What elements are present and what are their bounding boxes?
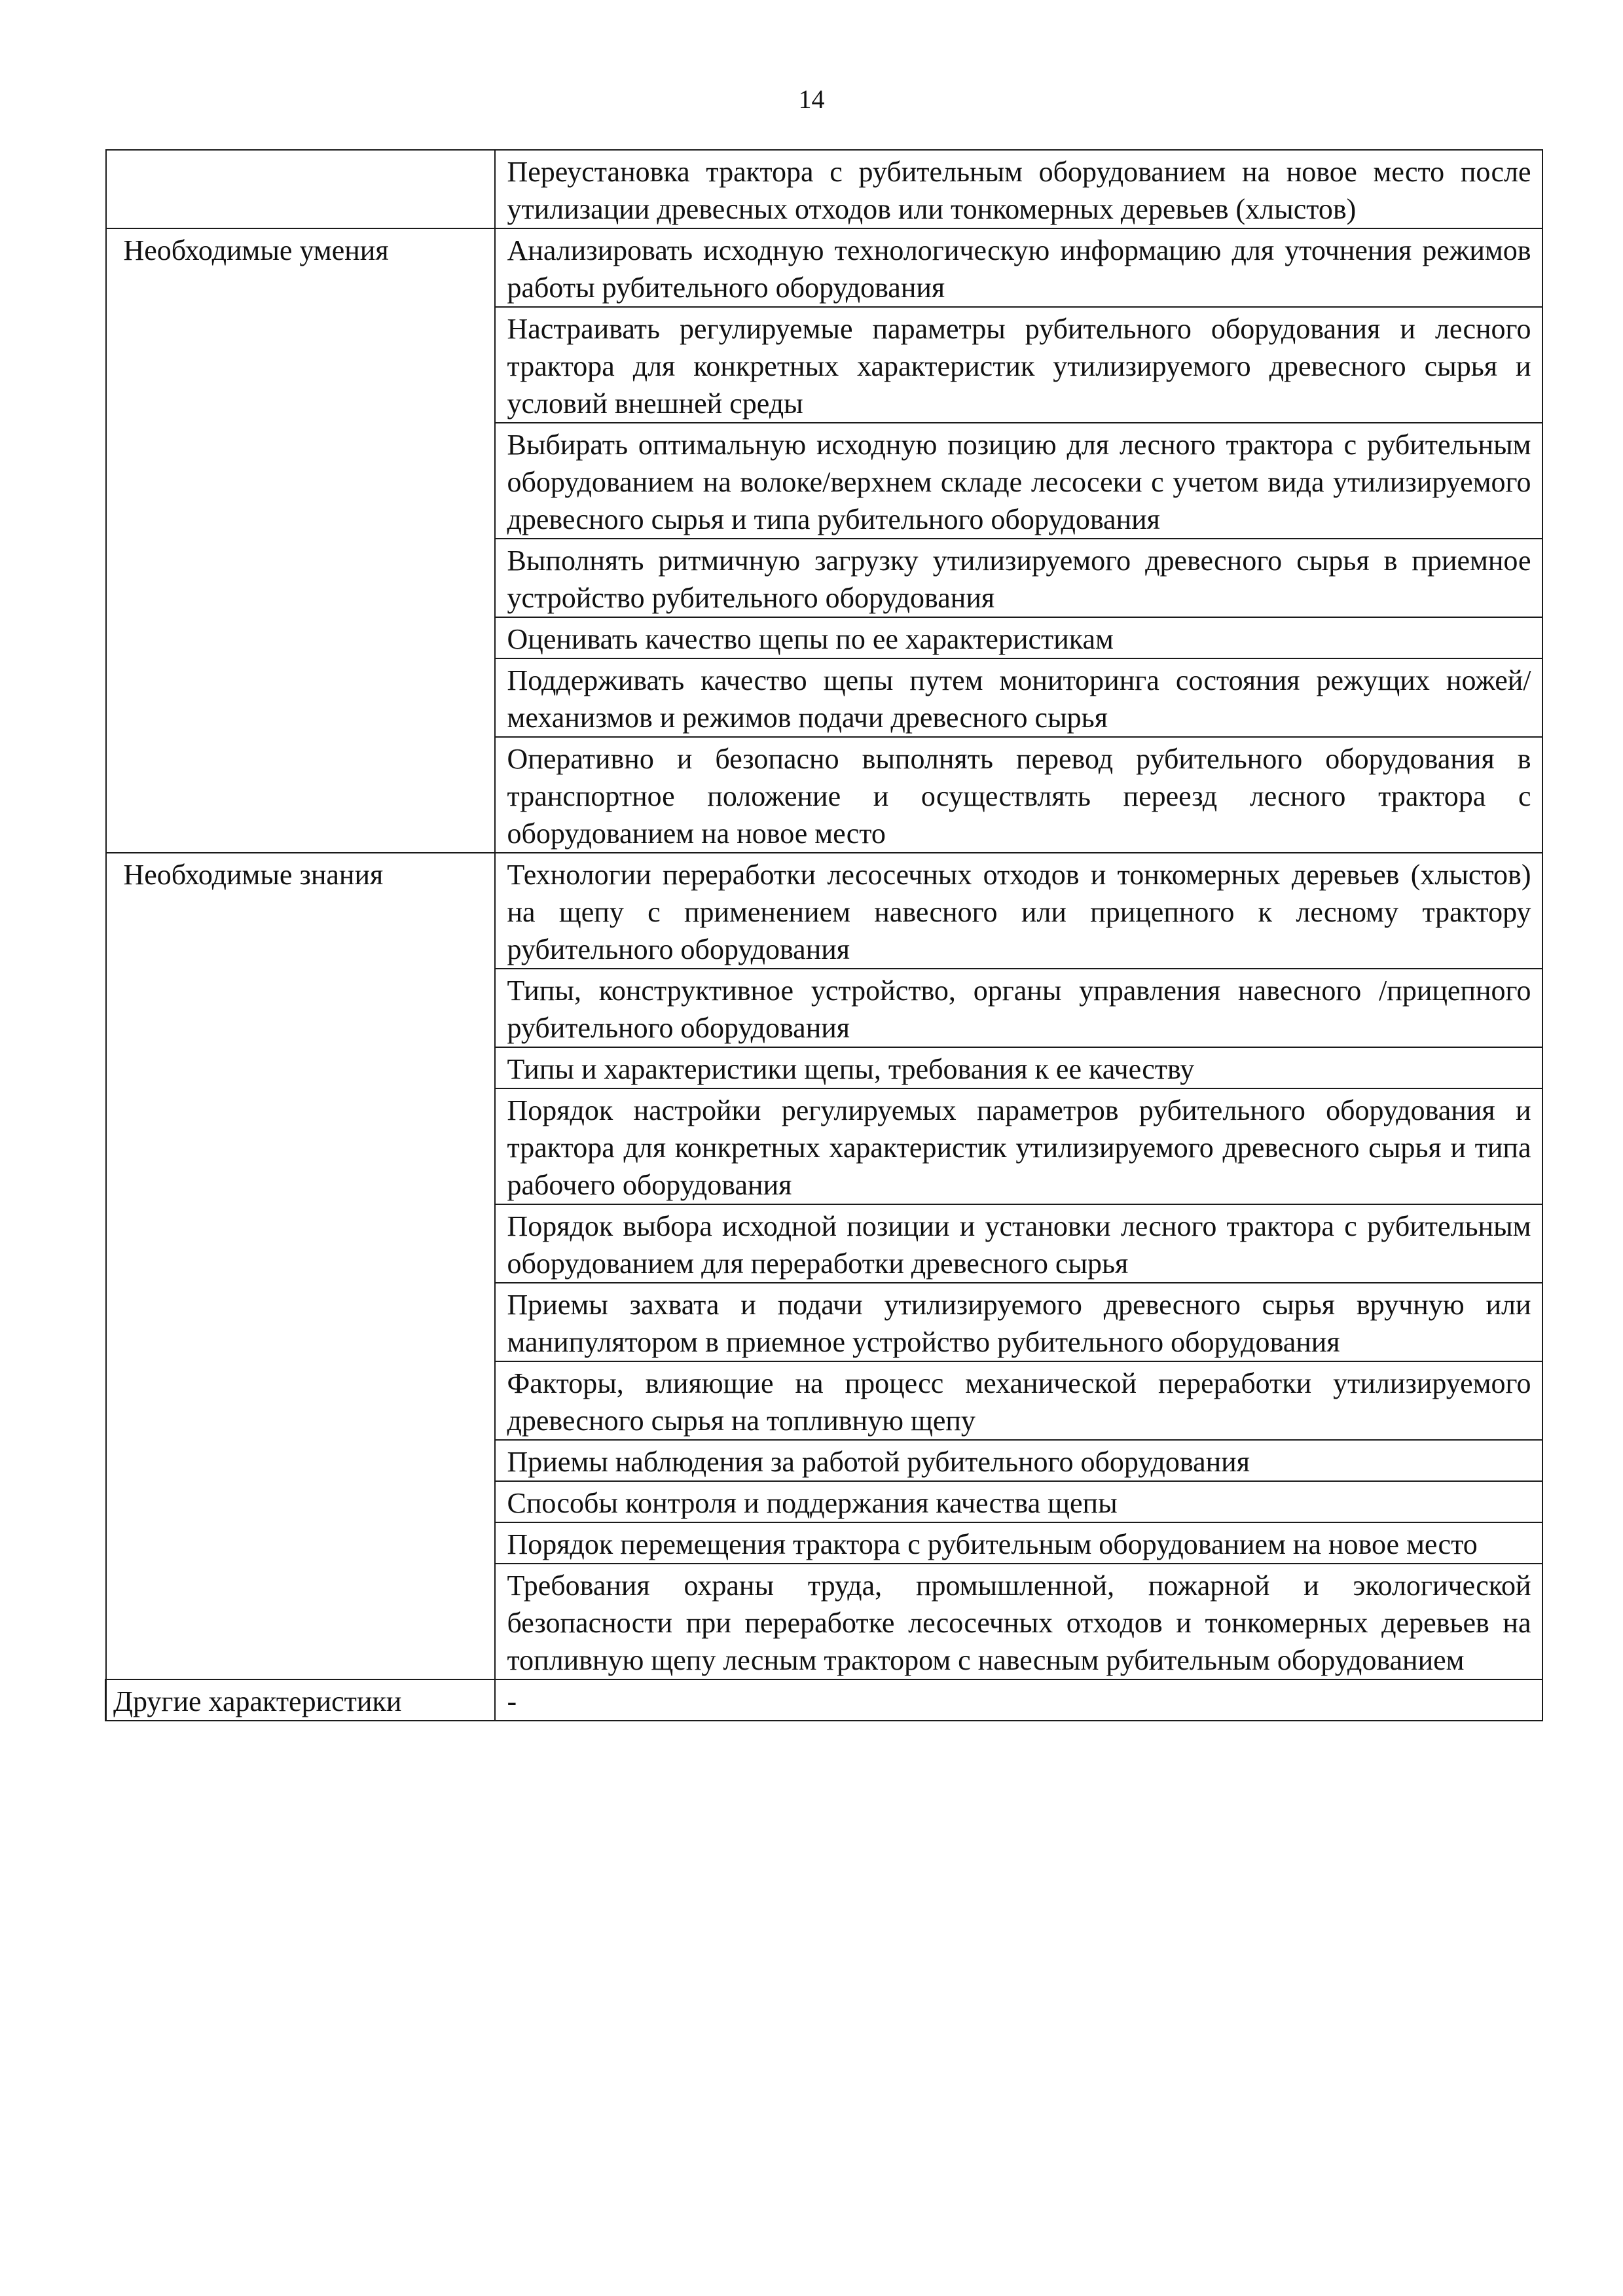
skill-item: Настраивать регулируемые параметры рубительного оборудования и лесного трактора для конкретных характеристик утилизируемого древесного сырья и условий внешней среды [495, 307, 1542, 423]
other-characteristics-value: - [495, 1679, 1542, 1721]
knowledge-item: Порядок перемещения трактора с рубительным оборудованием на новое место [495, 1522, 1542, 1564]
skill-item: Оценивать качество щепы по ее характеристикам [495, 617, 1542, 658]
other-characteristics-label: Другие характеристики [106, 1679, 495, 1721]
table-row [106, 150, 1542, 228]
table-row [106, 1679, 1542, 1721]
knowledge-item: Типы и характеристики щепы, требования к ее качеству [495, 1047, 1542, 1088]
skill-item: Поддерживать качество щепы путем мониторинга состояния режущих ножей/механизмов и режимов подачи древесного сырья [495, 658, 1542, 737]
knowledge-item: Приемы наблюдения за работой рубительного оборудования [495, 1440, 1542, 1481]
skills-label: Необходимые умения [106, 228, 495, 853]
table-row [106, 228, 1542, 307]
knowledge-item: Требования охраны труда, промышленной, пожарной и экологической безопасности при переработке лесосечных отходов и тонкомерных деревьев на топливную щепу лесным трактором с навесным рубительным оборудованием [495, 1564, 1542, 1679]
knowledge-item: Приемы захвата и подачи утилизируемого древесного сырья вручную или манипулятором в приемное устройство рубительного оборудования [495, 1283, 1542, 1361]
skill-item: Выполнять ритмичную загрузку утилизируемого древесного сырья в приемное устройство рубительного оборудования [495, 539, 1542, 617]
table-row [106, 853, 1542, 969]
labor-function-table [105, 149, 1543, 1721]
skill-item: Выбирать оптимальную исходную позицию для лесного трактора с рубительным оборудованием на волоке/верхнем складе лесосеки с учетом вида утилизируемого древесного сырья и типа рубительного оборудования [495, 423, 1542, 539]
page-number: 14 [798, 84, 825, 114]
knowledge-item: Факторы, влияющие на процесс механической переработки утилизируемого древесного сырья на топливную щепу [495, 1361, 1542, 1440]
knowledge-item: Технологии переработки лесосечных отходов и тонкомерных деревьев (хлыстов) на щепу с применением навесного или прицепного к лесному трактору рубительного оборудования [495, 853, 1542, 969]
knowledge-item: Типы, конструктивное устройство, органы управления навесного /прицепного рубительного оборудования [495, 969, 1542, 1047]
empty-label-cell [106, 150, 495, 228]
labor-action-cell: Переустановка трактора с рубительным оборудованием на новое место после утилизации древесных отходов или тонкомерных деревьев (хлыстов) [495, 150, 1542, 228]
knowledge-item: Порядок выбора исходной позиции и установки лесного трактора с рубительным оборудованием для переработки древесного сырья [495, 1204, 1542, 1283]
skill-item: Анализировать исходную технологическую информацию для уточнения режимов работы рубительного оборудования [495, 228, 1542, 307]
knowledge-label: Необходимые знания [106, 853, 495, 1679]
skill-item: Оперативно и безопасно выполнять перевод рубительного оборудования в транспортное положение и осуществлять переезд лесного трактора с оборудованием на новое место [495, 737, 1542, 853]
knowledge-item: Способы контроля и поддержания качества щепы [495, 1481, 1542, 1522]
knowledge-item: Порядок настройки регулируемых параметров рубительного оборудования и трактора для конкретных характеристик утилизируемого древесного сырья и типа рабочего оборудования [495, 1088, 1542, 1204]
